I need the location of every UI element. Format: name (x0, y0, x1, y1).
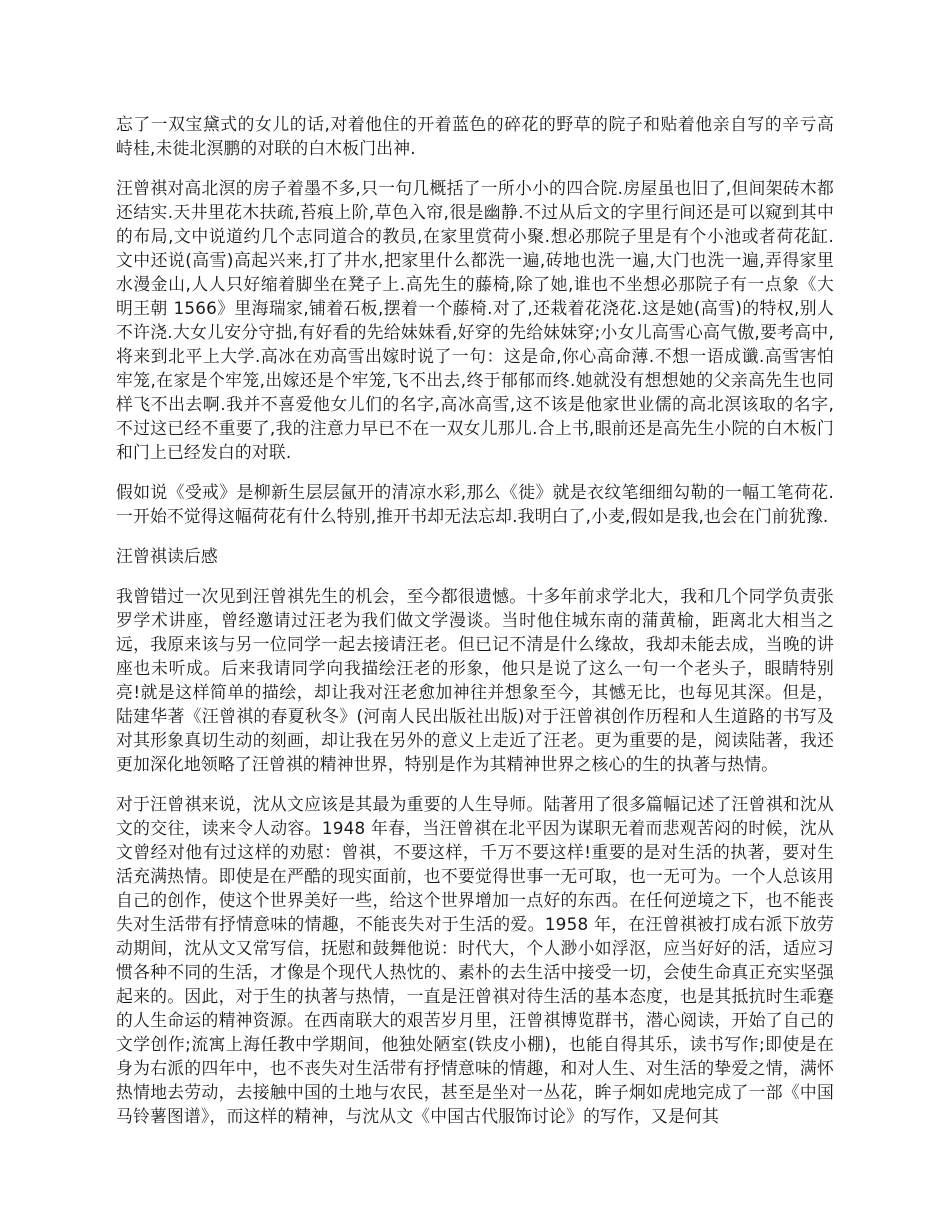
paragraph-shen-congwen: 对于汪曾祺来说，沈从文应该是其最为重要的人生导师。陆著用了很多篇幅记述了汪曾祺和沈从文的交往，读来令人动容。1948 年春，当汪曾祺在北平因为谋职无着而悲观苦闷的时候，沈从文曾经对他有过这样的劝慰：曾祺，不要这样，千万不要这样!重要的是对生活的执著，要对生活充满热情。即使是在严酷的现实面前，也不要觉得世事一无可取，也一无可为。一个人总该用自己的创作，使这个世界美好一些，给这个世界增加一点好的东西。在任何逆境之下，也不能丧失对生活带有抒情意味的情趣，不能丧失对于生活的爱。1958 年，在汪曾祺被打成右派下放劳动期间，沈从文又常写信，抚慰和鼓舞他说：时代大，个人渺小如浮沤，应当好好的活，适应习惯各种不同的生活，才像是个现代人热忱的、素朴的去生活中接受一切，会使生命真正充实坚强起来的。因此，对于生的执著与热情，一直是汪曾祺对待生活的基本态度，也是其抵抗时生乖蹇的人生命运的精神资源。在西南联大的艰苦岁月里，汪曾祺博览群书，潜心阅读，开始了自己的文学创作;流寓上海任教中学期间，他独处陋室(铁皮小棚)，也能自得其乐，读书写作;即使是在身为右派的四年中，也不丧失对生活带有抒情意味的情趣，和对人生、对生活的挚爱之情，满怀热情地去劳动，去接触中国的土地与农民，甚至是坐对一丛花，眸子炯如虎地完成了一部《中国马铃薯图谱》，而这样的精神，与沈从文《中国古代服饰讨论》的写作，又是何其 (116, 794, 834, 1126)
paragraph-house-description: 汪曾祺对高北溟的房子着墨不多,只一句几概括了一所小小的四合院.房屋虽也旧了,但间架砖木都还结实.天井里花木扶疏,苔痕上阶,草色入帘,很是幽静.不过从后文的字里行间还是可以窥到其中的布局,文中说道约几个志同道合的教员,在家里赏荷小聚.想必那院子里是有个小池或者荷花缸.文中还说(高雪)高起兴来,打了井水,把家里什么都洗一遍,砖地也洗一遍,大门也洗一遍,弄得家里水漫金山,人人只好缩着脚坐在凳子上.高先生的藤椅,除了她,谁也不坐想必那院子有一点象《大明王朝 1566》里海瑞家,铺着石板,摆着一个藤椅.对了,还栽着花浇花.这是她(高雪)的特权,别人不许浇.大女儿安分守拙,有好看的先给妹妹看,好穿的先给妹妹穿;小女儿高雪心高气傲,要考高中,将来到北平上大学.高冰在劝高雪出嫁时说了一句：这是命,你心高命薄.不想一语成谶.高雪害怕牢笼,在家是个牢笼,出嫁还是个牢笼,飞不出去,终于郁郁而终.她就没有想想她的父亲高先生也同样飞不出去啊.我并不喜爱他女儿们的名字,高冰高雪,这不该是他家世业儒的高北溟该取的名字,不过这已经不重要了,我的注意力早已不在一双女儿那儿.合上书,眼前还是高先生小院的白木板门和门上已经发白的对联. (116, 178, 834, 462)
paragraph-lotus-comparison: 假如说《受戒》是柳新生层层氤开的清凉水彩,那么《徙》就是衣纹笔细细勾勒的一幅工笔荷花.一开始不觉得这幅荷花有什么特别,推开书却无法忘却.我明白了,小麦,假如是我,也会在门前犹豫. (116, 482, 834, 526)
paragraph-missed-meeting: 我曾错过一次见到汪曾祺先生的机会，至今都很遗憾。十多年前求学北大，我和几个同学负责张罗学术讲座，曾经邀请过汪老为我们做文学漫谈。当时他住城东南的蒲黄榆，距离北大相当之远，我原来该与另一位同学一起去接请汪老。但已记不清是什么缘故，我却未能去成，当晚的讲座也未听成。后来我请同学向我描绘汪老的形象，他只是说了这么一句一个老头子，眼睛特别亮!就是这样简单的描绘，却让我对汪老愈加神往并想象至今，其憾无比，也每见其深。但是，陆建华著《汪曾祺的春夏秋冬》(河南人民出版社出版)对于汪曾祺创作历程和人生道路的书写及对其形象真切生动的刻画，却让我在另外的意义上走近了汪老。更为重要的是，阅读陆著，我还更加深化地领略了汪曾祺的精神世界，特别是作为其精神世界之核心的生的执著与热情。 (116, 586, 834, 774)
document-body (116, 112, 834, 1144)
paragraph-courtyard-ending: 忘了一双宝黛式的女儿的话,对着他住的开着蓝色的碎花的野草的院子和贴着他亲自写的辛亏高峙桂,未徙北溟鹏的对联的白木板门出神. (116, 114, 834, 158)
section-heading: 汪曾祺读后感 (116, 546, 218, 566)
